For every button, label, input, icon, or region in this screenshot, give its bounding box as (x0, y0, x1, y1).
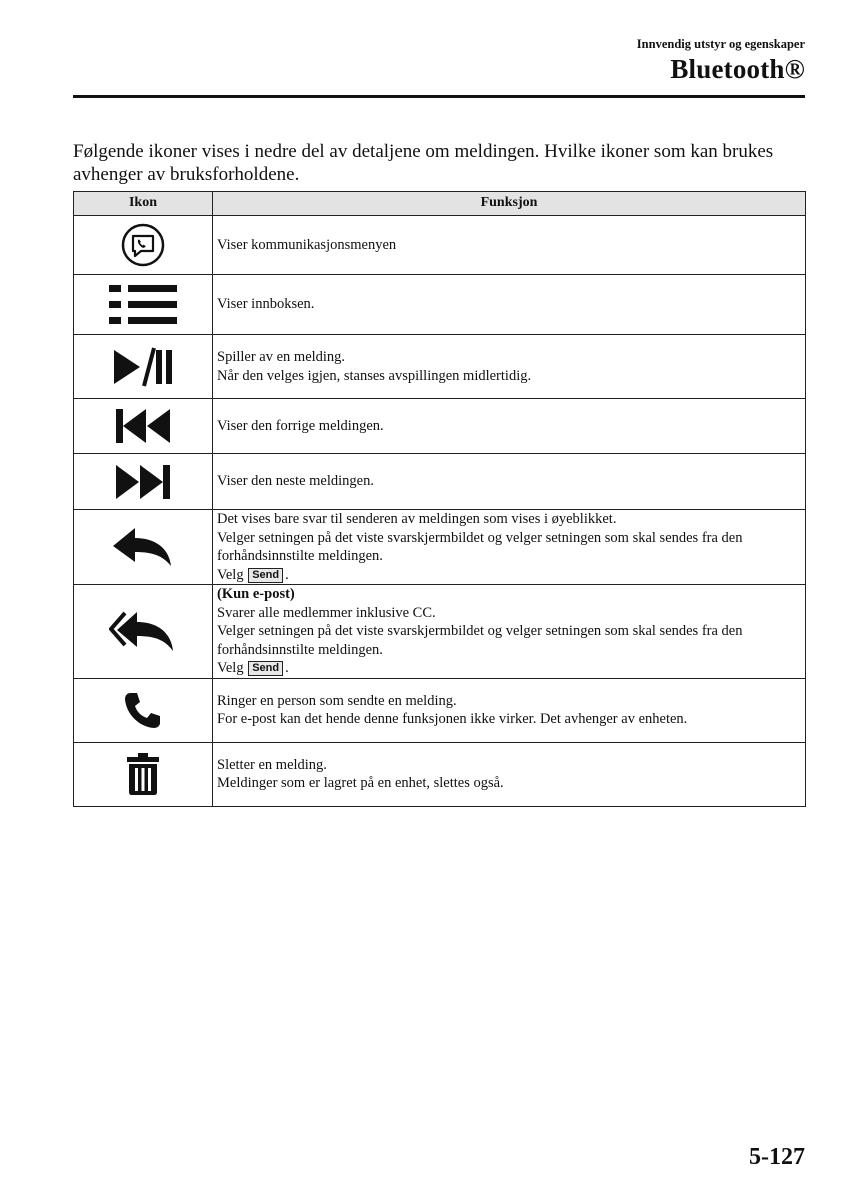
column-header-icon: Ikon (74, 192, 213, 216)
header-rule (73, 95, 805, 98)
function-description: Viser den neste meldingen. (213, 454, 806, 510)
table-row (74, 216, 806, 275)
section-header: Innvendig utstyr og egenskaper (636, 37, 805, 51)
communication-menu-icon (74, 216, 213, 275)
reply-all-icon (74, 585, 213, 679)
page-number: 5-127 (749, 1144, 805, 1170)
table-row (74, 742, 806, 806)
table-header-row (74, 192, 806, 216)
inbox-list-icon (74, 275, 213, 335)
table-row (74, 585, 806, 679)
table-row (74, 335, 806, 399)
table-row (74, 678, 806, 742)
column-header-function: Funksjon (213, 192, 806, 216)
table-row (74, 510, 806, 585)
send-key-label: Send (248, 661, 283, 676)
function-description: Det vises bare svar til senderen av meldingen som vises i øyeblikket. Velger setningen på det viste svarskjermbildet og velger setningen som skal sendes fra den forhåndsinnstilte meldingen. Velg Send . (213, 510, 806, 585)
trash-delete-icon (74, 742, 213, 806)
intro-paragraph: Følgende ikoner vises i nedre del av detaljene om meldingen. Hvilke ikoner som kan brukes avhenger av bruksforholdene. (73, 141, 774, 185)
table-row (74, 275, 806, 335)
function-description: Viser innboksen. (213, 275, 806, 335)
phone-call-icon (74, 678, 213, 742)
next-track-icon (74, 454, 213, 510)
table-row (74, 454, 806, 510)
function-description: Spiller av en melding. Når den velges igjen, stanses avspillingen midlertidig. (213, 335, 806, 399)
previous-track-icon (74, 399, 213, 454)
reply-icon (74, 510, 213, 585)
function-description: Sletter en melding. Meldinger som er lagret på en enhet, slettes også. (213, 742, 806, 806)
icon-function-table (73, 191, 806, 807)
play-pause-icon (74, 335, 213, 399)
table-row (74, 399, 806, 454)
function-description: Viser den forrige meldingen. (213, 399, 806, 454)
function-description: Viser kommunikasjonsmenyen (213, 216, 806, 275)
page-title: Bluetooth® (670, 54, 805, 84)
send-key-label: Send (248, 568, 283, 583)
function-description: Ringer en person som sendte en melding. For e-post kan det hende denne funksjonen ikke virker. Det avhenger av enheten. (213, 678, 806, 742)
function-description: (Kun e-post) Svarer alle medlemmer inklusive CC. Velger setningen på det viste svarskjermbildet og velger setningen som skal sendes fra den forhåndsinnstilte meldingen. Velg Send . (213, 585, 806, 679)
